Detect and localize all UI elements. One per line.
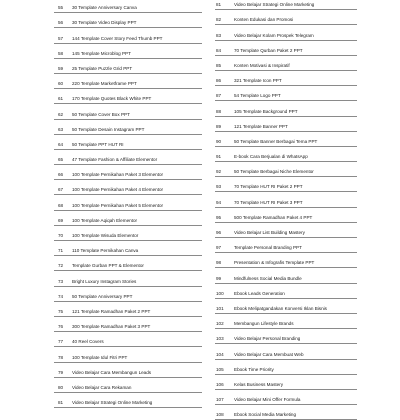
- list-row: [54, 120, 202, 135]
- row-number: 73: [58, 278, 64, 284]
- list-row: [54, 211, 202, 226]
- row-title: 70 Template HUT RI Paket 3 PPT: [234, 199, 303, 205]
- row-title: 300 Template Ramadhan Paket 3 PPT: [72, 324, 151, 330]
- row-title: 170 Template Quotes Black White PPT: [72, 96, 152, 102]
- row-title: 50 Template Desain Instagram PPT: [72, 126, 145, 132]
- row-number: 95: [216, 214, 222, 220]
- list-row: [54, 0, 202, 13]
- row-number: 65: [58, 157, 64, 163]
- row-title: Video Belajar Strategi Online Marketing: [72, 400, 153, 406]
- row-title: Membangun Lifestyle Brands: [234, 321, 294, 327]
- list-row: [54, 378, 202, 393]
- row-title: 145 Template Microblog PPT: [72, 50, 131, 56]
- list-row: [54, 363, 202, 378]
- row-title: 220 Template Marketframe PPT: [72, 81, 137, 87]
- list-row: [54, 135, 202, 150]
- row-title: Ebook Melipatgandakan Konversi Iklan Bisnis: [234, 305, 327, 311]
- list-row: [215, 375, 357, 390]
- row-title: 110 Template Pernikahan Canva: [72, 248, 139, 254]
- row-title: 100 Template Idul Fitri PPT: [72, 354, 128, 360]
- row-title: 30 Template Video Display PPT: [72, 20, 137, 26]
- row-title: Template Personal Branding PPT: [234, 245, 302, 251]
- row-number: 99: [216, 275, 222, 281]
- list-row: [54, 104, 202, 119]
- row-title: 30 Template Anniversary Canva: [72, 5, 137, 11]
- row-title: Video Belajar Kolam Prospek Telegram: [234, 32, 314, 38]
- row-number: 78: [58, 354, 64, 360]
- list-row: [54, 150, 202, 165]
- list-row: [54, 271, 202, 286]
- list-row: [215, 314, 357, 329]
- row-title: 50 Template Cover Box PPT: [72, 111, 130, 117]
- row-number: 86: [216, 78, 222, 84]
- product-list-right-column: [215, 0, 357, 420]
- list-row: [54, 180, 202, 195]
- row-title: 100 Template Wisuda Elementor: [72, 233, 139, 238]
- list-row: [54, 241, 202, 256]
- row-number: 104: [216, 351, 224, 357]
- row-number: 74: [58, 293, 64, 299]
- list-row: [54, 165, 202, 180]
- row-title: Video Belajar Cara Membangun Leads: [72, 369, 152, 375]
- list-row: [215, 132, 357, 147]
- row-title: 50 Template PPT HUT RI: [72, 141, 124, 147]
- list-row: [215, 360, 357, 375]
- row-title: Video Belajar List Building Mastery: [234, 230, 305, 235]
- row-title: Bright Luxury Instagram Stories: [72, 278, 137, 284]
- row-title: 50 Template Banner Berbagai Tema PPT: [234, 138, 318, 144]
- row-number: 67: [58, 187, 64, 193]
- list-row: [215, 56, 357, 71]
- row-number: 81: [58, 400, 64, 406]
- row-title: 70 Template HUT RI Paket 2 PPT: [234, 184, 303, 190]
- row-title: 50 Template Berbagai Niche Elementor: [234, 169, 314, 175]
- list-row: [54, 59, 202, 74]
- list-row: [54, 226, 202, 241]
- row-number: 90: [216, 138, 222, 144]
- list-row: [54, 13, 202, 28]
- list-row: [215, 268, 357, 283]
- row-number: 60: [58, 81, 64, 87]
- list-row: [54, 347, 202, 362]
- list-row: [215, 253, 357, 268]
- row-title: Ebook Social Media Marketing: [234, 412, 297, 418]
- row-title: 500 Template Ramadhan Paket 4 PPT: [234, 214, 313, 220]
- row-number: 80: [58, 384, 64, 390]
- list-row: [215, 192, 357, 207]
- row-number: 91: [216, 154, 222, 160]
- row-title: 100 Template Aqiqah Elementor: [72, 217, 138, 223]
- row-number: 59: [58, 65, 64, 71]
- row-number: 77: [58, 339, 64, 345]
- row-title: Video Belajar Strategi Online Marketing: [234, 2, 315, 8]
- row-number: 72: [58, 263, 64, 269]
- row-number: 76: [58, 324, 64, 330]
- list-row: [215, 25, 357, 40]
- list-row: [54, 332, 202, 347]
- row-number: 82: [216, 17, 222, 23]
- list-row: [54, 393, 202, 408]
- row-title: Presentation & Infografis Template PPT: [234, 260, 315, 266]
- list-row: [215, 71, 357, 86]
- row-number: 66: [58, 172, 64, 178]
- row-number: 103: [216, 336, 224, 342]
- row-number: 93: [216, 184, 222, 190]
- row-number: 92: [216, 169, 222, 175]
- row-number: 56: [58, 20, 64, 26]
- row-number: 68: [58, 202, 64, 208]
- row-title: 100 Template Pernikahan Paket 4 Elementor: [72, 187, 164, 193]
- row-title: 70 Template Qurban Paket 2 PPT: [234, 47, 303, 53]
- list-row: [54, 287, 202, 302]
- row-title: 121 Template Banner PPT: [234, 123, 288, 129]
- list-row: [54, 44, 202, 59]
- row-number: 81: [216, 2, 222, 8]
- row-number: 97: [216, 245, 222, 251]
- list-row: [54, 302, 202, 317]
- list-row: [215, 208, 357, 223]
- row-title: Ebook Time Priority: [234, 366, 274, 372]
- row-number: 89: [216, 123, 222, 129]
- list-row: [215, 10, 357, 25]
- list-row: [54, 317, 202, 332]
- row-title: 121 Template Ramadhan Paket 2 PPT: [72, 308, 151, 314]
- row-title: Video Belajar Cara Rekaman: [72, 384, 132, 390]
- row-number: 71: [58, 248, 64, 254]
- list-row: [215, 86, 357, 101]
- row-number: 98: [216, 260, 222, 266]
- list-row: [215, 390, 357, 405]
- row-title: Video Belajar Cara Membuat Web: [234, 351, 304, 357]
- row-title: Template Gurban PPT & Elementor: [72, 263, 144, 269]
- row-title: Video Belajar Mini Offer Formula: [234, 397, 301, 403]
- list-row: [54, 28, 202, 43]
- row-title: 40 Reel Covers: [72, 339, 104, 345]
- list-row: [215, 223, 357, 238]
- list-row: [215, 329, 357, 344]
- row-title: Kelas Business Mastery: [234, 381, 284, 387]
- row-number: 61: [58, 96, 64, 102]
- row-number: 64: [58, 141, 64, 147]
- row-title: Konten Edukasi dan Promosi: [234, 17, 294, 23]
- list-row: [215, 177, 357, 192]
- row-title: 100 Template Pernikahan Paket 5 Elementor: [72, 202, 164, 208]
- row-number: 102: [216, 321, 224, 327]
- row-number: 69: [58, 217, 64, 223]
- row-title: 105 Template Background PPT: [234, 108, 298, 114]
- row-number: 101: [216, 305, 224, 311]
- list-row: [54, 89, 202, 104]
- list-row: [54, 256, 202, 271]
- row-number: 106: [216, 381, 224, 387]
- row-number: 100: [216, 290, 224, 296]
- row-number: 63: [58, 126, 64, 132]
- list-row: [215, 162, 357, 177]
- list-row: [54, 74, 202, 89]
- row-number: 88: [216, 108, 222, 114]
- row-number: 75: [58, 308, 64, 314]
- row-title: 47 Template Fashion & Affiliate Elementor: [72, 157, 158, 163]
- list-row: [215, 238, 357, 253]
- list-row: [215, 147, 357, 162]
- row-title: 100 Template Pernikahan Paket 3 Elementor: [72, 172, 164, 178]
- row-title: Konten Motivasi & Inspiratif: [234, 62, 290, 68]
- list-row: [215, 0, 357, 10]
- list-row: [54, 195, 202, 210]
- row-number: 108: [216, 412, 224, 418]
- row-number: 70: [58, 233, 64, 238]
- row-title: Ebook Leads Generation: [234, 290, 285, 296]
- row-number: 96: [216, 230, 222, 235]
- list-row: [215, 284, 357, 299]
- row-title: 321 Template Icon PPT: [234, 78, 282, 84]
- row-number: 85: [216, 62, 222, 68]
- row-title: Video Belajar Personal Branding: [234, 336, 301, 342]
- row-number: 107: [216, 397, 224, 403]
- row-number: 105: [216, 366, 224, 372]
- row-title: 25 Template Puzzle Grid PPT: [72, 65, 133, 71]
- row-title: 144 Template Cover Story Feed Thumb PPT: [72, 35, 163, 41]
- row-number: 55: [58, 5, 64, 11]
- list-row: [215, 117, 357, 132]
- row-number: 58: [58, 50, 64, 56]
- row-number: 57: [58, 35, 64, 41]
- row-title: 50 Template Anniversary PPT: [72, 293, 133, 299]
- row-number: 84: [216, 47, 222, 53]
- row-title: 54 Template Logo PPT: [234, 93, 281, 99]
- row-number: 83: [216, 32, 222, 38]
- list-row: [215, 101, 357, 116]
- list-row: [215, 41, 357, 56]
- list-row: [215, 344, 357, 359]
- list-row: [215, 405, 357, 420]
- row-title: E-book Cara Berjualan di WhatsApp: [234, 154, 308, 160]
- row-title: Mindfulness Social Media Bundle: [234, 275, 302, 281]
- row-number: 79: [58, 369, 64, 375]
- product-list-left-column: [54, 0, 202, 408]
- list-row: [215, 299, 357, 314]
- row-number: 94: [216, 199, 222, 205]
- row-number: 62: [58, 111, 64, 117]
- row-number: 87: [216, 93, 222, 99]
